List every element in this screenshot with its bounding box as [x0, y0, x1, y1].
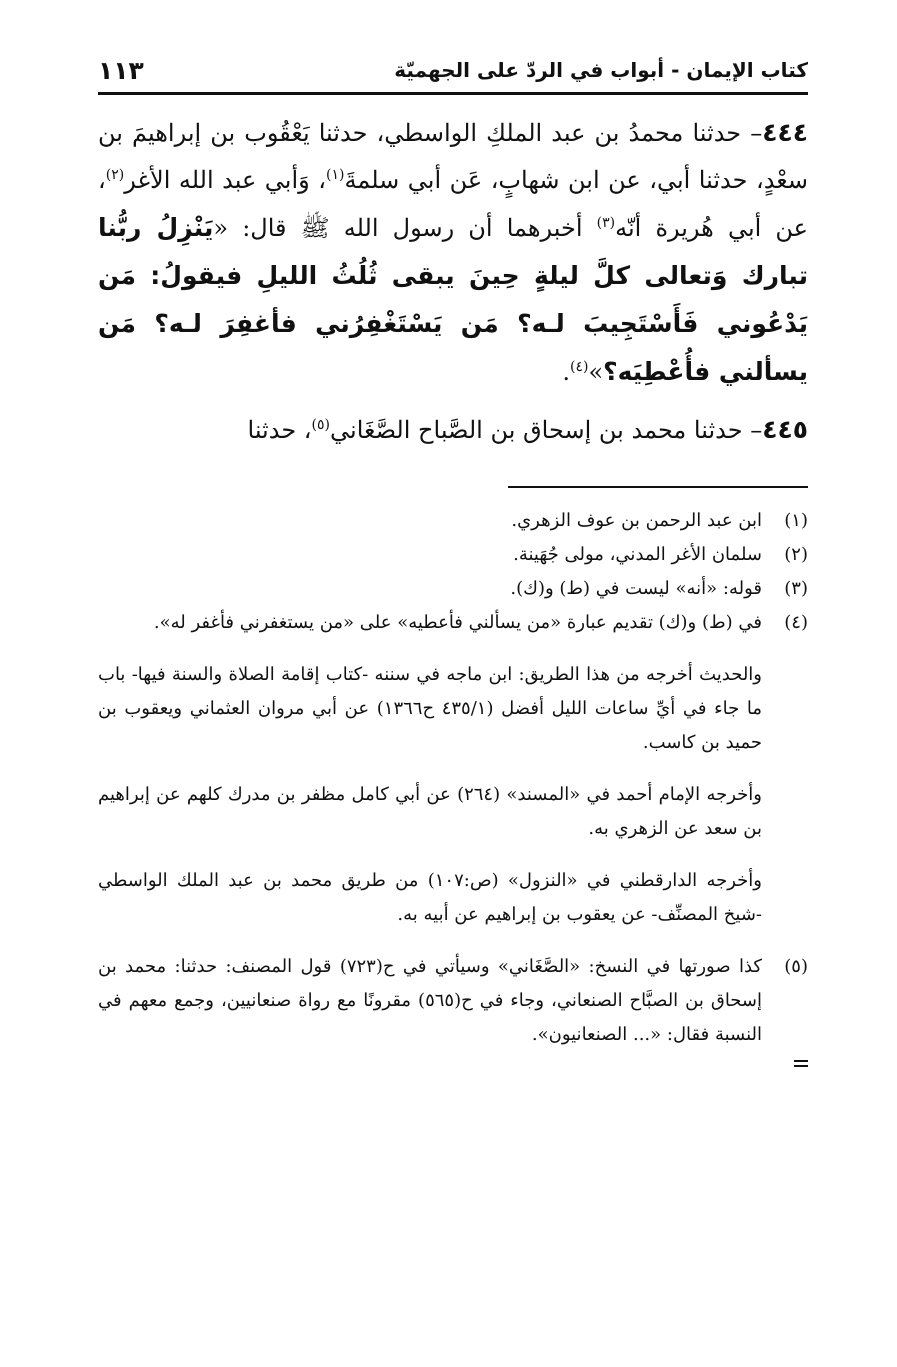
page-number: ١١٣	[98, 56, 144, 85]
footnote-text: قوله: «أنه» ليست في (ط) و(ك).	[510, 578, 762, 599]
running-head	[98, 52, 808, 95]
footnote-4-continuation	[98, 658, 808, 932]
footnote-ref: (٥)	[311, 417, 331, 433]
footnote-number: (٣)	[784, 578, 808, 599]
continuation-mark	[794, 1060, 808, 1067]
footnote-3	[98, 572, 808, 606]
hadith-number: ٤٤٤	[762, 118, 808, 147]
footnote-text: في (ط) و(ك) تقديم عبارة «من يسألني فأعطيه» على «من يستغفرني فأغفر له».	[153, 612, 762, 633]
book-title: كتاب الإيمان - أبواب في الردّ على الجهميّة	[394, 58, 808, 82]
footnote-1	[98, 504, 808, 538]
footnote-text: سلمان الأغر المدني، مولى جُهَينة.	[513, 544, 762, 565]
footnote-text: ابن عبد الرحمن بن عوف الزهري.	[511, 510, 762, 531]
footnote-ref: (٢)	[105, 167, 125, 183]
hadith-text: ، عن أبي هُريرة أنّه	[98, 166, 808, 242]
footnote-number: (١)	[784, 510, 808, 531]
footnote-4	[98, 606, 808, 640]
hadith-text: أخبرهما أن رسول الله ﷺ قال:	[228, 214, 597, 242]
footnote-paragraph: وأخرجه الدارقطني في «النزول» (ص:١٠٧) من طريق محمد بن عبد الملك الواسطي -شيخ المصنِّف- عن يعقوب بن إبراهيم عن أبيه به.	[98, 870, 762, 925]
quote-close: »	[588, 358, 604, 386]
footnote-ref: (٤)	[569, 359, 589, 375]
footnote-2	[98, 538, 808, 572]
footnote-text: كذا صورتها في النسخ: «الصَّغَاني» وسيأتي في ح(٧٢٣) قول المصنف: حدثنا: محمد بن إسحاق بن الصبَّاح الصنعاني، وجاء في ح(٥٦٥) مقرونًا مع رواة صنعانيين، وجمع معهم في النسبة فقال: «... الصنعانيون».	[98, 956, 763, 1045]
footnote-ref: (١)	[326, 167, 345, 183]
hadith-dash: –	[750, 416, 763, 444]
prophetic-quote: يَنْزِلُ ربُّنا تبارك وَتعالى كلَّ ليلةٍ حِينَ يبقى ثُلُثُ الليلِ فيقولُ: مَن يَدْعُوني فَأَسْتَجِيبَ لـه؟ مَن يَسْتَغْفِرُني فأغفِرَ لـه؟ مَن يسألني فأُعْطِيَه؟	[98, 213, 808, 386]
footnote-paragraph: وأخرجه الإمام أحمد في «المسند» (٢٦٤) عن أبي كامل مظفر بن مدرك كلهم عن إبراهيم بن سعد عن الزهري به.	[98, 784, 762, 839]
footnote-separator	[508, 486, 808, 488]
quote-open: «	[213, 214, 229, 242]
main-text	[98, 109, 808, 454]
footnote-5	[98, 950, 808, 1052]
hadith-text: ، وَأبي عبد الله الأغر	[124, 166, 326, 194]
hadith-text: حدثنا محمدُ بن عبد الملكِ الواسطي، حدثنا يَعْقُوب بن إبراهيمَ بن سعْدٍ، حدثنا أبي، عن ابن شهابٍ، عَن أبي سلمةَ	[98, 119, 808, 194]
hadith-end: .	[562, 358, 570, 386]
hadith-number: ٤٤٥	[762, 415, 808, 444]
footnote-number: (٤)	[784, 612, 808, 633]
hadith-445	[98, 406, 808, 454]
hadith-444	[98, 109, 808, 396]
book-page	[98, 52, 808, 1067]
footnote-number: (٥)	[784, 956, 808, 977]
footnote-ref: (٣)	[596, 215, 616, 231]
hadith-text: حدثنا محمد بن إسحاق بن الصَّباح الصَّغَاني	[330, 416, 751, 444]
footnote-paragraph: والحديث أخرجه من هذا الطريق: ابن ماجه في سننه -كتاب إقامة الصلاة والسنة فيها- باب ما جاء في أيِّ ساعات الليل أفضل (٤٣٥/١ ح١٣٦٦) عن أبي مروان العثماني ويعقوب بن حميد بن كاسب.	[98, 664, 762, 753]
hadith-dash: –	[750, 119, 763, 147]
footnotes	[98, 504, 808, 1052]
hadith-text: ، حدثنا	[247, 416, 312, 444]
footnote-number: (٢)	[784, 544, 808, 565]
